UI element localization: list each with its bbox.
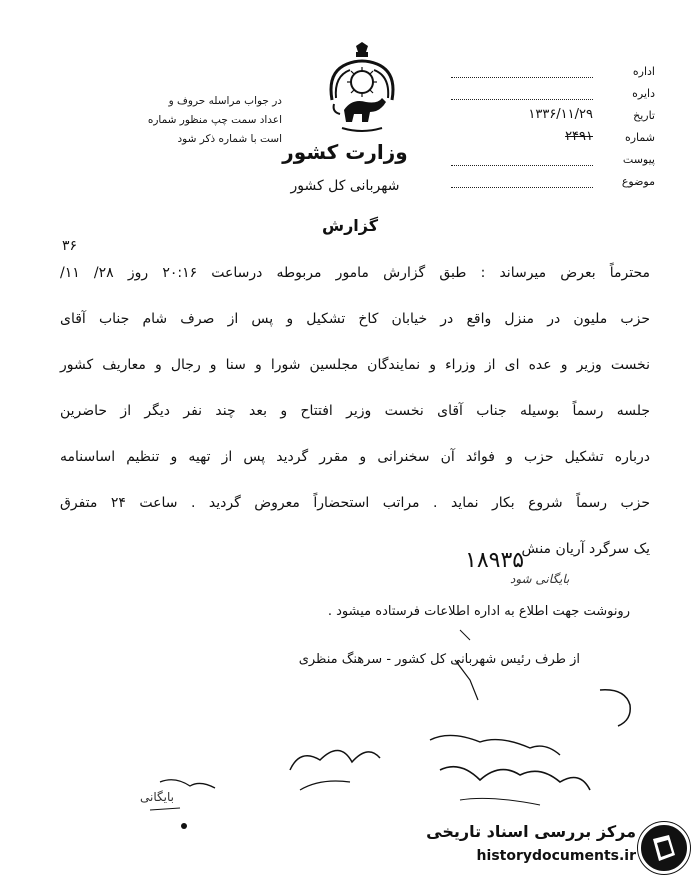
copy-distribution-line: رونوشت جهت اطلاع به اداره اطلاعات فرستاده میشود .	[327, 604, 630, 619]
reply-note-line: است با شماره ذکر شود	[177, 133, 282, 145]
handwritten-note: بایگانی شود	[510, 572, 570, 586]
body-line: حزب ملیون در منزل واقع در خیابان کاخ تشکیل و پس از صرف شام جناب آقای	[60, 311, 650, 327]
page-number: ۳۶	[62, 238, 78, 254]
number-row	[445, 122, 655, 144]
report-title: گزارش	[321, 216, 379, 235]
date-row	[445, 100, 655, 122]
body-line: درباره تشکیل حزب و فوائد آن سخنرانی و مقرر گردید پس از تهیه و تنظیم اساسنامه	[60, 449, 650, 465]
corner-handwritten-note: بایگانی	[140, 790, 174, 804]
handwritten-file-number: ۱۸۹۳۵	[465, 548, 525, 573]
office-label: اداره	[632, 65, 655, 78]
police-department-name: شهربانی کل کشور	[290, 178, 400, 194]
date-value: ۱۳۳۶/۱۱/۲۹	[528, 107, 593, 122]
department-row	[445, 78, 655, 100]
report-body	[60, 262, 650, 584]
attachment-row	[445, 144, 655, 166]
attachment-label: پیوست	[622, 153, 655, 166]
archive-watermark	[420, 818, 692, 874]
body-line: جلسه رسماً بوسیله جناب آقای نخست وزیر افتتاح و بعد چند نفر دیگر از حاضرین	[60, 403, 650, 419]
watermark-url: historydocuments.ir	[476, 848, 636, 864]
reply-note-line: در جواب مراسله حروف و	[168, 95, 282, 107]
reply-instruction-note	[92, 92, 282, 149]
department-label: دایره	[632, 87, 655, 100]
date-label: تاریخ	[633, 109, 655, 122]
number-label: شماره	[624, 131, 655, 144]
body-line: نخست وزیر و عده ای از وزراء و نمایندگان مجلسین شورا و سنا و رجال و معاریف کشور	[60, 357, 650, 373]
signatory-line: از طرف رئیس شهربانی کل کشور - سرهنگ منظری	[298, 652, 580, 667]
body-line: محترماً بعرض میرساند : طبق گزارش مامور مربوطه درساعت ۲۰:۱۶ روز ۲۸/ ۱۱/	[60, 265, 651, 281]
body-line: حزب رسماً شروع بکار نماید . مراتب استحضاراً معروض گردید . ساعت ۲۴ متفرق	[60, 495, 651, 511]
subject-label: موضوع	[621, 175, 655, 188]
lion-and-sun-emblem-icon	[322, 42, 402, 137]
ministry-name: وزارت کشور	[282, 140, 408, 164]
reply-note-line: اعداد سمت چپ منظور شماره	[147, 114, 282, 126]
office-row	[445, 56, 655, 78]
archive-logo-icon	[638, 822, 690, 874]
subject-row	[445, 166, 655, 188]
document-metadata	[445, 56, 655, 188]
watermark-title: مرکز بررسی اسناد تاریخی	[426, 822, 636, 841]
body-line: یک سرگرد آریان منش	[521, 541, 650, 557]
number-value: ۲۴۹۱	[565, 129, 593, 144]
